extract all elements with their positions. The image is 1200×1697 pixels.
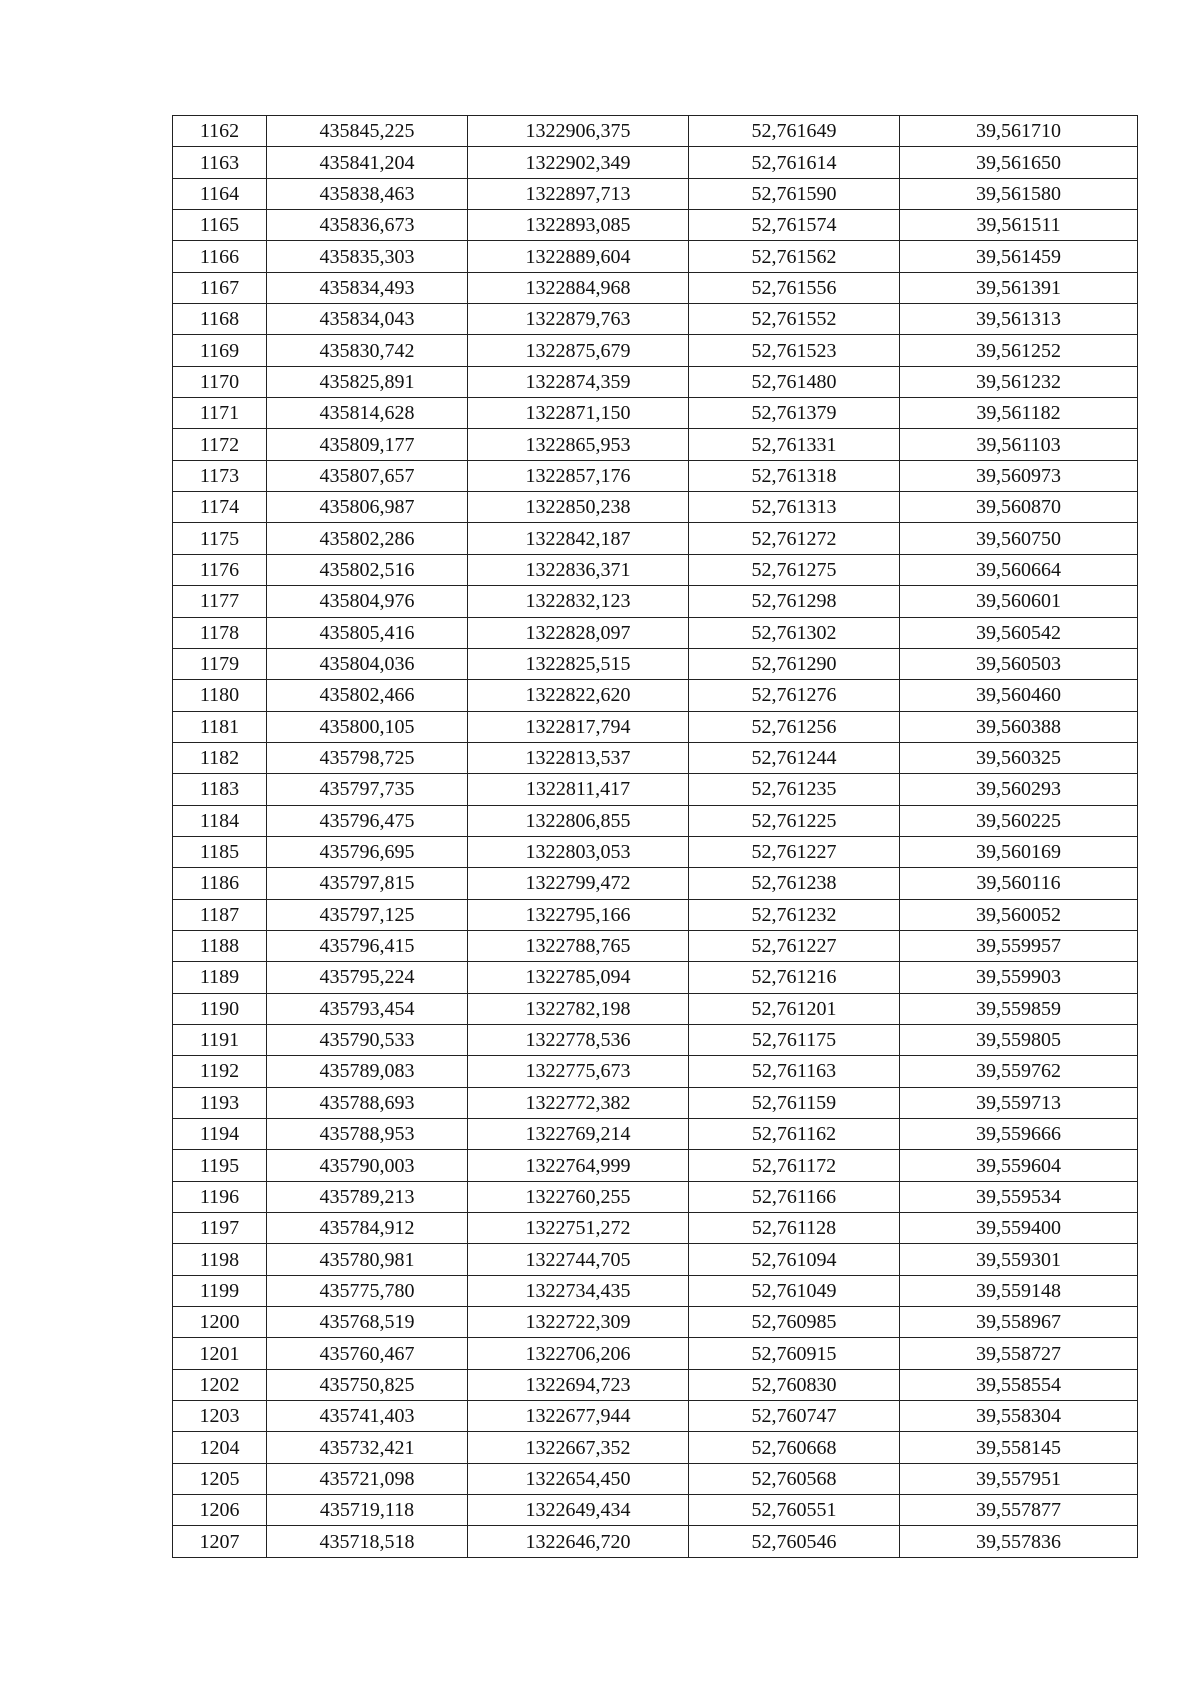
x-coordinate-cell: 435780,981 xyxy=(267,1244,468,1275)
x-coordinate-cell: 435804,036 xyxy=(267,648,468,679)
longitude-cell: 39,560460 xyxy=(900,680,1138,711)
x-coordinate-cell: 435789,213 xyxy=(267,1181,468,1212)
longitude-cell: 39,557951 xyxy=(900,1463,1138,1494)
table-row xyxy=(173,586,1138,617)
coordinates-table xyxy=(172,115,1138,1558)
longitude-cell: 39,559534 xyxy=(900,1181,1138,1212)
longitude-cell: 39,559301 xyxy=(900,1244,1138,1275)
latitude-cell: 52,761256 xyxy=(689,711,900,742)
y-coordinate-cell: 1322842,187 xyxy=(468,523,689,554)
longitude-cell: 39,561252 xyxy=(900,335,1138,366)
latitude-cell: 52,761216 xyxy=(689,962,900,993)
latitude-cell: 52,761614 xyxy=(689,147,900,178)
x-coordinate-cell: 435834,043 xyxy=(267,304,468,335)
point-number-cell: 1185 xyxy=(173,836,267,867)
y-coordinate-cell: 1322694,723 xyxy=(468,1369,689,1400)
point-number-cell: 1187 xyxy=(173,899,267,930)
latitude-cell: 52,761480 xyxy=(689,366,900,397)
x-coordinate-cell: 435806,987 xyxy=(267,492,468,523)
latitude-cell: 52,761523 xyxy=(689,335,900,366)
table-row xyxy=(173,1181,1138,1212)
x-coordinate-cell: 435814,628 xyxy=(267,398,468,429)
table-row xyxy=(173,1056,1138,1087)
table-row xyxy=(173,1119,1138,1150)
table-row xyxy=(173,304,1138,335)
longitude-cell: 39,559604 xyxy=(900,1150,1138,1181)
point-number-cell: 1199 xyxy=(173,1275,267,1306)
latitude-cell: 52,761276 xyxy=(689,680,900,711)
latitude-cell: 52,761175 xyxy=(689,1024,900,1055)
y-coordinate-cell: 1322795,166 xyxy=(468,899,689,930)
point-number-cell: 1189 xyxy=(173,962,267,993)
y-coordinate-cell: 1322803,053 xyxy=(468,836,689,867)
table-row xyxy=(173,241,1138,272)
y-coordinate-cell: 1322836,371 xyxy=(468,554,689,585)
latitude-cell: 52,761272 xyxy=(689,523,900,554)
longitude-cell: 39,561103 xyxy=(900,429,1138,460)
table-row xyxy=(173,335,1138,366)
point-number-cell: 1171 xyxy=(173,398,267,429)
table-row xyxy=(173,899,1138,930)
table-row xyxy=(173,1338,1138,1369)
point-number-cell: 1207 xyxy=(173,1526,267,1557)
y-coordinate-cell: 1322825,515 xyxy=(468,648,689,679)
table-row xyxy=(173,1432,1138,1463)
longitude-cell: 39,558727 xyxy=(900,1338,1138,1369)
latitude-cell: 52,761201 xyxy=(689,993,900,1024)
x-coordinate-cell: 435800,105 xyxy=(267,711,468,742)
longitude-cell: 39,561391 xyxy=(900,272,1138,303)
point-number-cell: 1180 xyxy=(173,680,267,711)
y-coordinate-cell: 1322871,150 xyxy=(468,398,689,429)
table-row xyxy=(173,398,1138,429)
point-number-cell: 1188 xyxy=(173,930,267,961)
point-number-cell: 1190 xyxy=(173,993,267,1024)
latitude-cell: 52,760568 xyxy=(689,1463,900,1494)
point-number-cell: 1181 xyxy=(173,711,267,742)
x-coordinate-cell: 435836,673 xyxy=(267,210,468,241)
y-coordinate-cell: 1322706,206 xyxy=(468,1338,689,1369)
table-row xyxy=(173,648,1138,679)
point-number-cell: 1165 xyxy=(173,210,267,241)
x-coordinate-cell: 435797,125 xyxy=(267,899,468,930)
x-coordinate-cell: 435796,475 xyxy=(267,805,468,836)
y-coordinate-cell: 1322865,953 xyxy=(468,429,689,460)
table-row xyxy=(173,1526,1138,1557)
y-coordinate-cell: 1322649,434 xyxy=(468,1495,689,1526)
table-row xyxy=(173,868,1138,899)
x-coordinate-cell: 435804,976 xyxy=(267,586,468,617)
y-coordinate-cell: 1322775,673 xyxy=(468,1056,689,1087)
longitude-cell: 39,557836 xyxy=(900,1526,1138,1557)
y-coordinate-cell: 1322760,255 xyxy=(468,1181,689,1212)
x-coordinate-cell: 435802,286 xyxy=(267,523,468,554)
y-coordinate-cell: 1322879,763 xyxy=(468,304,689,335)
table-row xyxy=(173,993,1138,1024)
y-coordinate-cell: 1322875,679 xyxy=(468,335,689,366)
x-coordinate-cell: 435790,533 xyxy=(267,1024,468,1055)
latitude-cell: 52,761313 xyxy=(689,492,900,523)
y-coordinate-cell: 1322884,968 xyxy=(468,272,689,303)
table-row xyxy=(173,1495,1138,1526)
longitude-cell: 39,560542 xyxy=(900,617,1138,648)
latitude-cell: 52,761379 xyxy=(689,398,900,429)
latitude-cell: 52,761302 xyxy=(689,617,900,648)
point-number-cell: 1193 xyxy=(173,1087,267,1118)
point-number-cell: 1200 xyxy=(173,1307,267,1338)
x-coordinate-cell: 435805,416 xyxy=(267,617,468,648)
x-coordinate-cell: 435784,912 xyxy=(267,1213,468,1244)
longitude-cell: 39,560601 xyxy=(900,586,1138,617)
x-coordinate-cell: 435797,735 xyxy=(267,774,468,805)
table-row xyxy=(173,742,1138,773)
point-number-cell: 1184 xyxy=(173,805,267,836)
y-coordinate-cell: 1322677,944 xyxy=(468,1401,689,1432)
latitude-cell: 52,761556 xyxy=(689,272,900,303)
table-row xyxy=(173,836,1138,867)
longitude-cell: 39,561313 xyxy=(900,304,1138,335)
longitude-cell: 39,560052 xyxy=(900,899,1138,930)
x-coordinate-cell: 435835,303 xyxy=(267,241,468,272)
latitude-cell: 52,761162 xyxy=(689,1119,900,1150)
y-coordinate-cell: 1322722,309 xyxy=(468,1307,689,1338)
point-number-cell: 1186 xyxy=(173,868,267,899)
x-coordinate-cell: 435798,725 xyxy=(267,742,468,773)
longitude-cell: 39,561511 xyxy=(900,210,1138,241)
point-number-cell: 1178 xyxy=(173,617,267,648)
y-coordinate-cell: 1322799,472 xyxy=(468,868,689,899)
y-coordinate-cell: 1322893,085 xyxy=(468,210,689,241)
latitude-cell: 52,760546 xyxy=(689,1526,900,1557)
latitude-cell: 52,761094 xyxy=(689,1244,900,1275)
longitude-cell: 39,559903 xyxy=(900,962,1138,993)
y-coordinate-cell: 1322667,352 xyxy=(468,1432,689,1463)
latitude-cell: 52,761574 xyxy=(689,210,900,241)
latitude-cell: 52,761232 xyxy=(689,899,900,930)
x-coordinate-cell: 435802,516 xyxy=(267,554,468,585)
point-number-cell: 1169 xyxy=(173,335,267,366)
latitude-cell: 52,761166 xyxy=(689,1181,900,1212)
latitude-cell: 52,760551 xyxy=(689,1495,900,1526)
y-coordinate-cell: 1322850,238 xyxy=(468,492,689,523)
point-number-cell: 1205 xyxy=(173,1463,267,1494)
point-number-cell: 1203 xyxy=(173,1401,267,1432)
table-row xyxy=(173,1024,1138,1055)
table-row xyxy=(173,460,1138,491)
x-coordinate-cell: 435788,693 xyxy=(267,1087,468,1118)
latitude-cell: 52,761649 xyxy=(689,116,900,147)
table-row xyxy=(173,429,1138,460)
point-number-cell: 1173 xyxy=(173,460,267,491)
longitude-cell: 39,560870 xyxy=(900,492,1138,523)
latitude-cell: 52,761128 xyxy=(689,1213,900,1244)
table-row xyxy=(173,178,1138,209)
longitude-cell: 39,561459 xyxy=(900,241,1138,272)
x-coordinate-cell: 435809,177 xyxy=(267,429,468,460)
x-coordinate-cell: 435841,204 xyxy=(267,147,468,178)
longitude-cell: 39,559713 xyxy=(900,1087,1138,1118)
x-coordinate-cell: 435719,118 xyxy=(267,1495,468,1526)
point-number-cell: 1167 xyxy=(173,272,267,303)
x-coordinate-cell: 435788,953 xyxy=(267,1119,468,1150)
latitude-cell: 52,760747 xyxy=(689,1401,900,1432)
table-row xyxy=(173,617,1138,648)
latitude-cell: 52,761238 xyxy=(689,868,900,899)
longitude-cell: 39,559666 xyxy=(900,1119,1138,1150)
table-row xyxy=(173,366,1138,397)
x-coordinate-cell: 435741,403 xyxy=(267,1401,468,1432)
point-number-cell: 1176 xyxy=(173,554,267,585)
x-coordinate-cell: 435807,657 xyxy=(267,460,468,491)
longitude-cell: 39,560116 xyxy=(900,868,1138,899)
x-coordinate-cell: 435721,098 xyxy=(267,1463,468,1494)
y-coordinate-cell: 1322772,382 xyxy=(468,1087,689,1118)
table-row xyxy=(173,554,1138,585)
latitude-cell: 52,760985 xyxy=(689,1307,900,1338)
x-coordinate-cell: 435789,083 xyxy=(267,1056,468,1087)
y-coordinate-cell: 1322902,349 xyxy=(468,147,689,178)
table-row xyxy=(173,774,1138,805)
y-coordinate-cell: 1322751,272 xyxy=(468,1213,689,1244)
x-coordinate-cell: 435760,467 xyxy=(267,1338,468,1369)
point-number-cell: 1172 xyxy=(173,429,267,460)
y-coordinate-cell: 1322811,417 xyxy=(468,774,689,805)
x-coordinate-cell: 435825,891 xyxy=(267,366,468,397)
table-row xyxy=(173,1150,1138,1181)
latitude-cell: 52,761275 xyxy=(689,554,900,585)
table-row xyxy=(173,492,1138,523)
x-coordinate-cell: 435732,421 xyxy=(267,1432,468,1463)
table-row xyxy=(173,1213,1138,1244)
y-coordinate-cell: 1322813,537 xyxy=(468,742,689,773)
longitude-cell: 39,558145 xyxy=(900,1432,1138,1463)
table-row xyxy=(173,116,1138,147)
latitude-cell: 52,761331 xyxy=(689,429,900,460)
y-coordinate-cell: 1322817,794 xyxy=(468,711,689,742)
longitude-cell: 39,560325 xyxy=(900,742,1138,773)
longitude-cell: 39,561650 xyxy=(900,147,1138,178)
longitude-cell: 39,560503 xyxy=(900,648,1138,679)
x-coordinate-cell: 435834,493 xyxy=(267,272,468,303)
y-coordinate-cell: 1322874,359 xyxy=(468,366,689,397)
longitude-cell: 39,559859 xyxy=(900,993,1138,1024)
latitude-cell: 52,761159 xyxy=(689,1087,900,1118)
point-number-cell: 1162 xyxy=(173,116,267,147)
point-number-cell: 1183 xyxy=(173,774,267,805)
point-number-cell: 1170 xyxy=(173,366,267,397)
longitude-cell: 39,561182 xyxy=(900,398,1138,429)
point-number-cell: 1194 xyxy=(173,1119,267,1150)
latitude-cell: 52,761244 xyxy=(689,742,900,773)
point-number-cell: 1197 xyxy=(173,1213,267,1244)
y-coordinate-cell: 1322897,713 xyxy=(468,178,689,209)
latitude-cell: 52,761227 xyxy=(689,836,900,867)
longitude-cell: 39,561232 xyxy=(900,366,1138,397)
latitude-cell: 52,761225 xyxy=(689,805,900,836)
table-row xyxy=(173,1087,1138,1118)
table-row xyxy=(173,1307,1138,1338)
table-row xyxy=(173,1244,1138,1275)
point-number-cell: 1164 xyxy=(173,178,267,209)
point-number-cell: 1163 xyxy=(173,147,267,178)
latitude-cell: 52,761562 xyxy=(689,241,900,272)
y-coordinate-cell: 1322788,765 xyxy=(468,930,689,961)
x-coordinate-cell: 435830,742 xyxy=(267,335,468,366)
y-coordinate-cell: 1322764,999 xyxy=(468,1150,689,1181)
x-coordinate-cell: 435795,224 xyxy=(267,962,468,993)
longitude-cell: 39,559762 xyxy=(900,1056,1138,1087)
y-coordinate-cell: 1322646,720 xyxy=(468,1526,689,1557)
table-row xyxy=(173,1401,1138,1432)
x-coordinate-cell: 435718,518 xyxy=(267,1526,468,1557)
y-coordinate-cell: 1322778,536 xyxy=(468,1024,689,1055)
y-coordinate-cell: 1322828,097 xyxy=(468,617,689,648)
latitude-cell: 52,760915 xyxy=(689,1338,900,1369)
point-number-cell: 1195 xyxy=(173,1150,267,1181)
x-coordinate-cell: 435790,003 xyxy=(267,1150,468,1181)
y-coordinate-cell: 1322857,176 xyxy=(468,460,689,491)
table-row xyxy=(173,1275,1138,1306)
longitude-cell: 39,560750 xyxy=(900,523,1138,554)
y-coordinate-cell: 1322734,435 xyxy=(468,1275,689,1306)
x-coordinate-cell: 435750,825 xyxy=(267,1369,468,1400)
x-coordinate-cell: 435802,466 xyxy=(267,680,468,711)
point-number-cell: 1191 xyxy=(173,1024,267,1055)
longitude-cell: 39,561710 xyxy=(900,116,1138,147)
longitude-cell: 39,559805 xyxy=(900,1024,1138,1055)
longitude-cell: 39,558304 xyxy=(900,1401,1138,1432)
latitude-cell: 52,761049 xyxy=(689,1275,900,1306)
latitude-cell: 52,761172 xyxy=(689,1150,900,1181)
longitude-cell: 39,559400 xyxy=(900,1213,1138,1244)
longitude-cell: 39,560388 xyxy=(900,711,1138,742)
table-row xyxy=(173,147,1138,178)
table-row xyxy=(173,805,1138,836)
x-coordinate-cell: 435768,519 xyxy=(267,1307,468,1338)
coordinates-table-body xyxy=(173,116,1138,1558)
longitude-cell: 39,559957 xyxy=(900,930,1138,961)
y-coordinate-cell: 1322822,620 xyxy=(468,680,689,711)
table-row xyxy=(173,962,1138,993)
latitude-cell: 52,761163 xyxy=(689,1056,900,1087)
longitude-cell: 39,557877 xyxy=(900,1495,1138,1526)
latitude-cell: 52,760830 xyxy=(689,1369,900,1400)
y-coordinate-cell: 1322782,198 xyxy=(468,993,689,1024)
latitude-cell: 52,761552 xyxy=(689,304,900,335)
point-number-cell: 1174 xyxy=(173,492,267,523)
y-coordinate-cell: 1322889,604 xyxy=(468,241,689,272)
y-coordinate-cell: 1322832,123 xyxy=(468,586,689,617)
latitude-cell: 52,761235 xyxy=(689,774,900,805)
point-number-cell: 1206 xyxy=(173,1495,267,1526)
point-number-cell: 1177 xyxy=(173,586,267,617)
x-coordinate-cell: 435775,780 xyxy=(267,1275,468,1306)
point-number-cell: 1175 xyxy=(173,523,267,554)
point-number-cell: 1168 xyxy=(173,304,267,335)
y-coordinate-cell: 1322806,855 xyxy=(468,805,689,836)
x-coordinate-cell: 435845,225 xyxy=(267,116,468,147)
longitude-cell: 39,560225 xyxy=(900,805,1138,836)
y-coordinate-cell: 1322769,214 xyxy=(468,1119,689,1150)
latitude-cell: 52,760668 xyxy=(689,1432,900,1463)
table-row xyxy=(173,930,1138,961)
y-coordinate-cell: 1322785,094 xyxy=(468,962,689,993)
y-coordinate-cell: 1322654,450 xyxy=(468,1463,689,1494)
table-row xyxy=(173,1369,1138,1400)
latitude-cell: 52,761290 xyxy=(689,648,900,679)
latitude-cell: 52,761298 xyxy=(689,586,900,617)
x-coordinate-cell: 435797,815 xyxy=(267,868,468,899)
table-row xyxy=(173,523,1138,554)
y-coordinate-cell: 1322906,375 xyxy=(468,116,689,147)
longitude-cell: 39,558554 xyxy=(900,1369,1138,1400)
point-number-cell: 1204 xyxy=(173,1432,267,1463)
x-coordinate-cell: 435793,454 xyxy=(267,993,468,1024)
table-row xyxy=(173,711,1138,742)
table-row xyxy=(173,1463,1138,1494)
y-coordinate-cell: 1322744,705 xyxy=(468,1244,689,1275)
longitude-cell: 39,558967 xyxy=(900,1307,1138,1338)
point-number-cell: 1196 xyxy=(173,1181,267,1212)
table-row xyxy=(173,680,1138,711)
x-coordinate-cell: 435796,695 xyxy=(267,836,468,867)
x-coordinate-cell: 435796,415 xyxy=(267,930,468,961)
longitude-cell: 39,560293 xyxy=(900,774,1138,805)
point-number-cell: 1166 xyxy=(173,241,267,272)
table-row xyxy=(173,210,1138,241)
longitude-cell: 39,560664 xyxy=(900,554,1138,585)
longitude-cell: 39,560973 xyxy=(900,460,1138,491)
latitude-cell: 52,761318 xyxy=(689,460,900,491)
x-coordinate-cell: 435838,463 xyxy=(267,178,468,209)
longitude-cell: 39,561580 xyxy=(900,178,1138,209)
point-number-cell: 1202 xyxy=(173,1369,267,1400)
latitude-cell: 52,761590 xyxy=(689,178,900,209)
point-number-cell: 1182 xyxy=(173,742,267,773)
longitude-cell: 39,559148 xyxy=(900,1275,1138,1306)
table-row xyxy=(173,272,1138,303)
point-number-cell: 1179 xyxy=(173,648,267,679)
longitude-cell: 39,560169 xyxy=(900,836,1138,867)
latitude-cell: 52,761227 xyxy=(689,930,900,961)
point-number-cell: 1198 xyxy=(173,1244,267,1275)
point-number-cell: 1192 xyxy=(173,1056,267,1087)
point-number-cell: 1201 xyxy=(173,1338,267,1369)
